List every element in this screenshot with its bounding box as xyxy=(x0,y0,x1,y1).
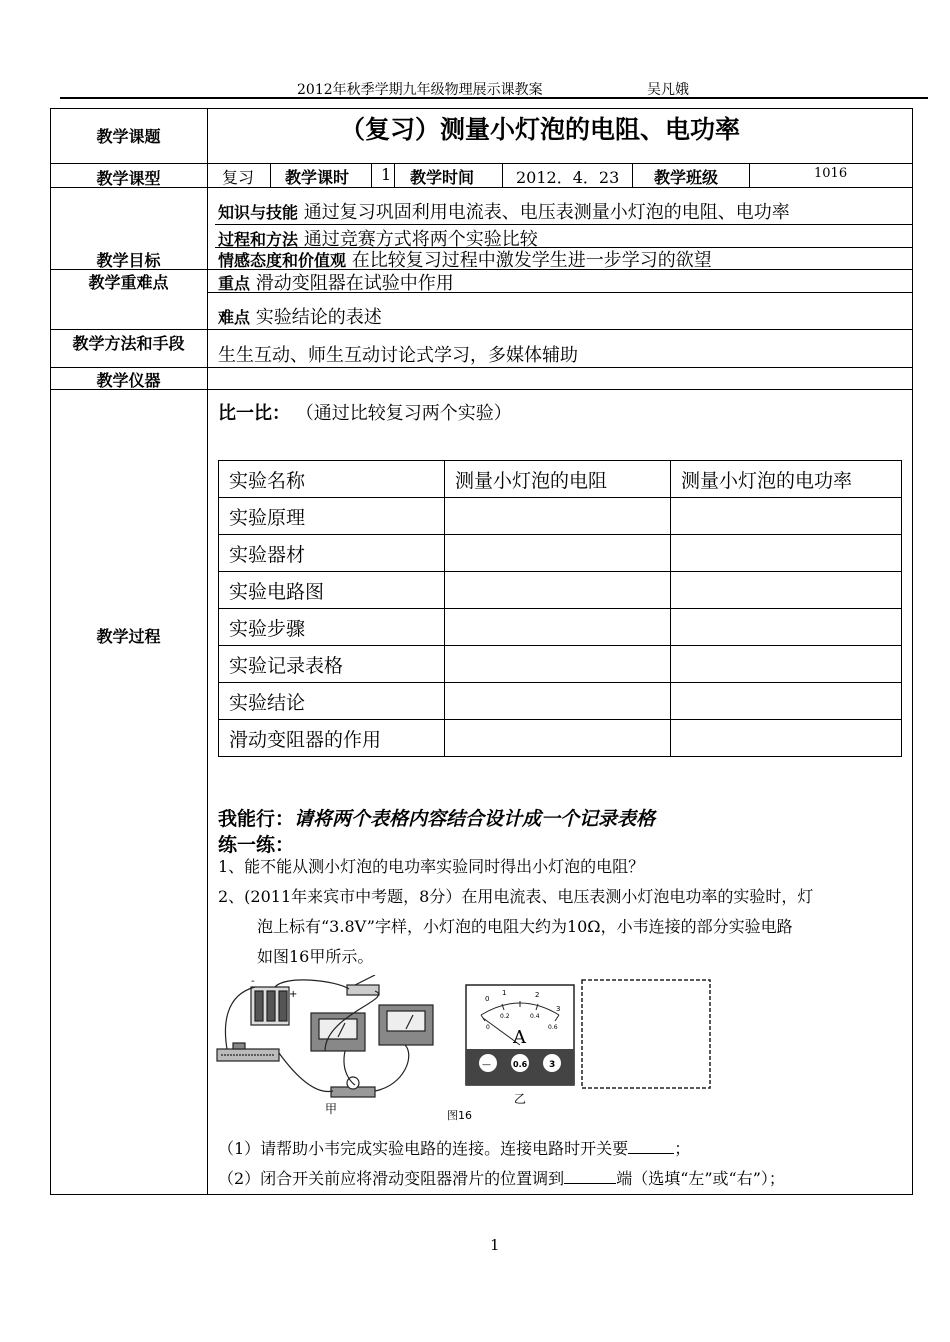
table-cell xyxy=(445,683,671,720)
page-number: 1 xyxy=(490,1236,500,1254)
lamp-icon xyxy=(331,1077,375,1097)
class-value: 1016 xyxy=(814,166,848,181)
table-cell xyxy=(445,498,671,535)
comparison-table xyxy=(218,460,902,757)
answer-blank xyxy=(564,1169,616,1184)
table-row xyxy=(219,498,902,535)
practice-heading: 练一练： xyxy=(218,834,295,856)
row-label: 实验电路图 xyxy=(219,572,445,609)
instruments-label: 教学仪器 xyxy=(96,371,161,390)
voltmeter-device-icon xyxy=(379,1005,433,1045)
wire xyxy=(375,1045,409,1091)
row-label: 滑动变阻器的作用 xyxy=(219,720,445,757)
hard-point: 难点 实验结论的表述 xyxy=(218,307,382,328)
goal-attitude: 情感态度和价值观 在比较复习过程中激发学生进一步学习的欲望 xyxy=(218,250,712,271)
row-label: 实验记录表格 xyxy=(219,646,445,683)
figure-16 xyxy=(215,975,735,1125)
table-cell xyxy=(671,535,902,572)
time-label: 教学时间 xyxy=(410,168,475,187)
scale-top-1: 1 xyxy=(502,989,507,997)
hours-value: 1 xyxy=(381,165,392,184)
table-cell xyxy=(671,683,902,720)
lesson-title: （复习）测量小灯泡的电阻、电功率 xyxy=(340,115,741,144)
column-divider xyxy=(207,108,208,1195)
goal-process: 过程和方法 通过竞赛方式将两个实验比较 xyxy=(218,229,538,250)
header-author: 吴凡娥 xyxy=(647,82,689,98)
scale-top-0: 0 xyxy=(485,995,490,1003)
compare-heading: 比一比： （通过比较复习两个实验） xyxy=(218,403,512,424)
table-header: 测量小灯泡的电阻 xyxy=(445,461,671,498)
table-cell xyxy=(671,646,902,683)
row-label: 实验步骤 xyxy=(219,609,445,646)
wire xyxy=(279,1053,333,1092)
question-2-line3: 如图16甲所示。 xyxy=(257,947,374,966)
methods-label: 教学方法和手段 xyxy=(72,334,185,353)
battery-pack-icon xyxy=(251,987,289,1025)
table-cell xyxy=(445,535,671,572)
type-label: 教学课型 xyxy=(96,169,161,188)
difficulty-label: 教学重难点 xyxy=(88,273,169,292)
scale-bottom-1: 0.2 xyxy=(500,1013,510,1020)
question-2-line2: 泡上标有“3.8V”字样，小灯泡的电阻大约为10Ω，小韦连接的部分实验电路 xyxy=(257,917,793,936)
figure-label-yi: 乙 xyxy=(514,1092,527,1106)
scale-top-2: 2 xyxy=(535,991,540,999)
process-label: 教学过程 xyxy=(96,627,161,646)
row-label: 实验器材 xyxy=(219,535,445,572)
key-point: 重点 滑动变阻器在试验中作用 xyxy=(218,273,454,294)
goals-label: 教学目标 xyxy=(96,251,161,270)
can-do-line: 我能行：请将两个表格内容结合设计成一个记录表格 xyxy=(218,808,656,830)
circuit-diagram xyxy=(217,975,433,1097)
header-rule xyxy=(60,97,928,99)
table-cell xyxy=(445,609,671,646)
sub-question-1: （1）请帮助小韦完成实验电路的连接。连接电路时开关要 ； xyxy=(218,1139,691,1158)
row-label: 实验结论 xyxy=(219,683,445,720)
meter-letter: A xyxy=(513,1027,526,1048)
question-1: 1、能不能从测小灯泡的电功率实验同时得出小灯泡的电阻？ xyxy=(218,857,645,876)
sub-question-2: （2）闭合开关前应将滑动变阻器滑片的位置调到 端（选填“左”或“右”）； xyxy=(218,1169,785,1188)
hours-label: 教学课时 xyxy=(285,168,350,187)
table-header: 测量小灯泡的电功率 xyxy=(671,461,902,498)
ammeter-device-icon xyxy=(311,1013,365,1051)
terminal-3: 3 xyxy=(549,1060,556,1070)
table-cell xyxy=(671,498,902,535)
table-header-row xyxy=(219,461,902,498)
scale-bottom-0: 0 xyxy=(486,1024,490,1031)
table-cell xyxy=(671,609,902,646)
scale-bottom-3: 0.6 xyxy=(548,1024,558,1031)
table-row xyxy=(219,609,902,646)
class-label: 教学班级 xyxy=(654,168,719,187)
terminal-06: 0.6 xyxy=(513,1060,528,1069)
time-value: 2012．4．23 xyxy=(516,168,620,187)
table-cell xyxy=(671,572,902,609)
battery-minus-label: - xyxy=(251,976,255,987)
answer-box xyxy=(582,980,710,1088)
table-row xyxy=(219,646,902,683)
table-cell xyxy=(445,720,671,757)
topic-label: 教学课题 xyxy=(96,127,161,146)
question-2-line1: 2、(2011年来宾市中考题，8分）在用电流表、电压表测小灯泡电功率的实验时，灯 xyxy=(218,887,814,906)
scale-bottom-2: 0.4 xyxy=(530,1013,540,1020)
lesson-type: 复习 xyxy=(222,168,255,187)
table-row xyxy=(219,683,902,720)
methods-text: 生生互动、师生互动讨论式学习，多媒体辅助 xyxy=(218,345,578,366)
table-header: 实验名称 xyxy=(219,461,445,498)
switch-icon xyxy=(347,975,379,995)
table-row xyxy=(219,535,902,572)
figure-label-jia: 甲 xyxy=(325,1102,338,1116)
page-header xyxy=(0,77,950,99)
scale-top-3: 3 xyxy=(556,1005,561,1013)
table-cell xyxy=(445,572,671,609)
answer-blank xyxy=(628,1139,674,1154)
battery-plus-label: + xyxy=(289,989,298,1000)
figure-caption: 图16 xyxy=(447,1109,472,1122)
table-row xyxy=(219,572,902,609)
table-cell xyxy=(671,720,902,757)
header-title: 2012年秋季学期九年级物理展示课教案 xyxy=(297,82,543,98)
terminal-minus: — xyxy=(482,1060,491,1070)
table-row xyxy=(219,720,902,757)
table-cell xyxy=(445,646,671,683)
goal-knowledge: 知识与技能 通过复习巩固利用电流表、电压表测量小灯泡的电阻、电功率 xyxy=(218,202,790,223)
row-label: 实验原理 xyxy=(219,498,445,535)
